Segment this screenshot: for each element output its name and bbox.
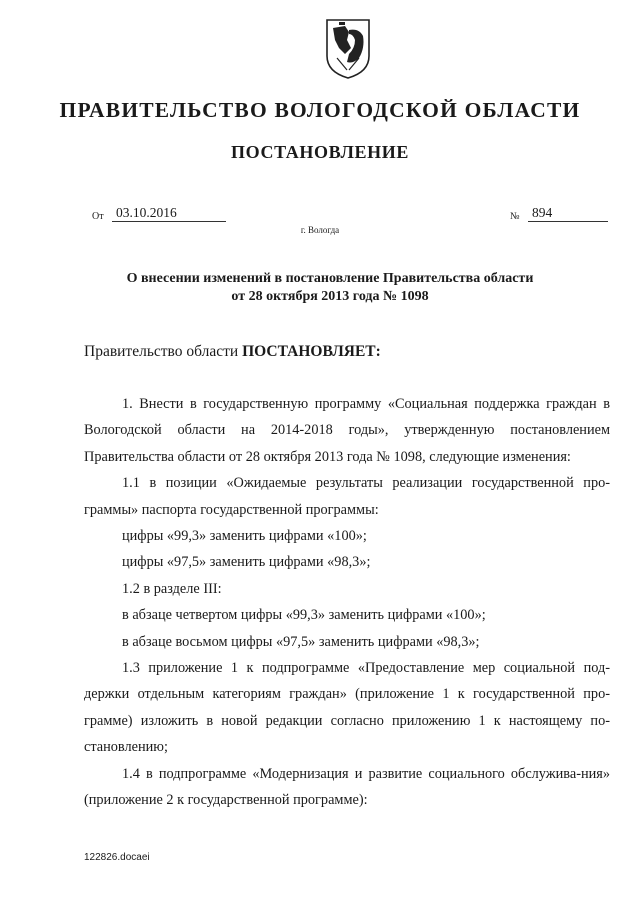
text-line: ния» (приложение 2 к государственной программе): xyxy=(84,765,610,809)
document-body xyxy=(84,391,610,814)
document-type-title: ПОСТАНОВЛЕНИЕ xyxy=(231,142,409,162)
text-line: в Вологодской области на 2014-2018 годы», утвержденную постановлением xyxy=(84,396,610,439)
number-label: № xyxy=(510,211,520,222)
document-subject xyxy=(80,270,580,306)
paragraph-1-2-a: в абзаце четвертом цифры «99,3» заменить цифрами «100»; xyxy=(122,607,486,624)
intro-resolves: ПОСТАНОВЛЯЕТ: xyxy=(242,343,381,360)
subject-line: О внесении изменений в постановление Правительства области xyxy=(126,271,534,286)
organization-title: ПРАВИТЕЛЬСТВО ВОЛОГОДСКОЙ ОБЛАСТИ xyxy=(59,98,581,122)
coat-of-arms-emblem xyxy=(325,18,371,80)
subject-line: от 28 октября 2013 года № 1098 xyxy=(231,289,429,304)
text-line: становлению; xyxy=(84,739,168,756)
text-line: Правительства области от 28 октября 2013 года № 1098, следующие изменения: xyxy=(84,448,571,465)
file-code: 122826.docaei xyxy=(84,852,150,863)
document-number: 894 xyxy=(528,205,608,222)
text-line: 1. Внести в государственную программу «Социальная поддержка граждан xyxy=(122,396,597,412)
paragraph-1-4 xyxy=(84,761,610,814)
paragraph-1-1-a: цифры «99,3» заменить цифрами «100»; xyxy=(122,528,367,545)
document-date: 03.10.2016 xyxy=(112,205,226,222)
paragraph-1-1-b: цифры «97,5» заменить цифрами «98,3»; xyxy=(122,554,371,571)
text-line: 1.3 приложение 1 к подпрограмме «Предоставление мер социальной под- xyxy=(122,660,610,677)
paragraph-1-2-b: в абзаце восьмом цифры «97,5» заменить цифрами «98,3»; xyxy=(122,633,480,650)
paragraph-1-2: 1.2 в разделе III: xyxy=(122,580,222,597)
intro-statement xyxy=(84,343,381,361)
text-line: грамме) изложить в новой редакции согласно приложению 1 к настоящему по- xyxy=(84,712,610,729)
intro-text: Правительство области xyxy=(84,343,243,360)
paragraph-1-3 xyxy=(84,655,610,761)
text-line: 1.4 в подпрограмме «Модернизация и развитие социального обслужива- xyxy=(122,765,581,782)
text-line: держки отдельным категориям граждан» (приложение 1 к государственной про- xyxy=(84,686,610,703)
city-label: г. Вологда xyxy=(300,225,340,235)
text-line: 1.1 в позиции «Ожидаемые результаты реализации государственной про- xyxy=(122,475,610,492)
paragraph-1 xyxy=(84,391,610,470)
paragraph-1-1 xyxy=(84,470,610,523)
text-line: граммы» паспорта государственной программы: xyxy=(84,501,379,518)
date-label: От xyxy=(92,211,104,222)
